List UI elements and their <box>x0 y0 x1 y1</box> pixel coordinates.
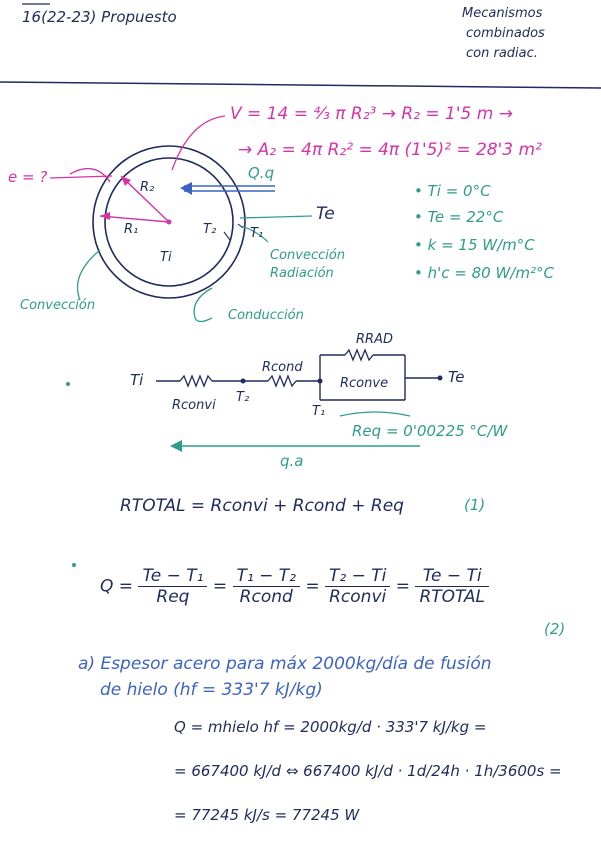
calc-line-3: = 77245 kJ/s = 77245 W <box>174 806 360 824</box>
eq2-f4-num: Te − Ti <box>422 566 482 586</box>
eq2-frac-3 <box>325 566 390 607</box>
area-eq: → A₂ = 4π R₂² = 4π (1'5)² = 28'3 m² <box>238 140 542 160</box>
convection-inner-label: Convección <box>20 298 96 313</box>
eq2-frac-4 <box>415 566 489 607</box>
eq2-f2-num: T₁ − T₂ <box>236 566 296 586</box>
convection-radiation-line2: Radiación <box>270 266 334 281</box>
circuit-r-convi: Rconvi <box>172 398 216 413</box>
te-label: Te <box>316 204 335 224</box>
eq2-f2-den: Rcond <box>233 586 300 607</box>
volume-eq: V = 14 = ⁴⁄₃ π R₂³ → R₂ = 1'5 m → <box>230 104 513 124</box>
r2-label: R₂ <box>140 180 155 195</box>
equation-1-number: (1) <box>464 496 486 514</box>
given-hc-text: h'c = 80 W/m²°C <box>427 264 554 282</box>
r1-label: R₁ <box>124 222 139 237</box>
part-a-line-1: a) Espesor acero para máx 2000kg/día de fusión <box>78 654 492 674</box>
calc-line-2: = 667400 kJ/d ⇔ 667400 kJ/d · 1d/24h · 1h/3600s = <box>174 762 562 780</box>
eq2-f3-num: T₂ − Ti <box>329 566 387 586</box>
given-ti-text: Ti = 0°C <box>427 182 491 200</box>
equation-2-number: (2) <box>544 620 566 638</box>
header-divider <box>0 82 601 88</box>
circuit-te: Te <box>448 368 465 386</box>
equation-2: Q = $\frac{\text{Te − T₁}}{\text{Req}}$ = $\frac{\text{T₁ − T₂}}{\text{Rcond}}$ = $\frac{\text{T₂ − Ti}}{\text{Rconvi}}$ = $\frac{Te - Ti}{\text{RTOTAL}}$ <box>100 566 489 607</box>
eq2-frac-2 <box>233 566 300 607</box>
circuit-r-conve: Rconve <box>340 376 389 391</box>
resistor-convi <box>180 376 212 386</box>
heat-flow-label: Q.q <box>248 164 275 182</box>
eq2-f4-den: RTOTAL <box>415 586 489 607</box>
equation-1: RTOTAL = Rconvi + Rcond + Req <box>120 496 404 516</box>
eq2-f1-den: Req <box>138 586 207 607</box>
part-a-line-2: de hielo (hf = 333'7 kJ/kg) <box>100 680 323 700</box>
circuit-r-cond: Rcond <box>262 360 303 375</box>
eq2-frac-1 <box>138 566 207 607</box>
resistor-rad <box>345 350 373 360</box>
given-te: • Te = 22°C <box>414 208 504 226</box>
t2-label: T₂ <box>203 222 217 237</box>
eq2-f1-num: Te − T₁ <box>142 566 204 586</box>
circuit-t1: T₁ <box>312 404 326 419</box>
circuit-r-rad: RRAD <box>356 332 393 347</box>
topic-line-3: con radiac. <box>466 46 538 61</box>
circuit-heat-label: q.a <box>280 452 304 470</box>
eq2-lhs: Q = <box>100 576 134 597</box>
convection-radiation-line1: Convección <box>270 248 346 263</box>
thickness-label: e = ? <box>8 168 48 186</box>
given-te-text: Te = 22°C <box>427 208 504 226</box>
req-value: Req = 0'00225 °C/W <box>352 422 508 440</box>
resistor-cond <box>268 376 296 386</box>
topic-line-2: combinados <box>466 26 545 41</box>
problem-id: 16(22-23) Propuesto <box>22 8 177 26</box>
circuit-t2: T₂ <box>236 390 250 405</box>
given-k: • k = 15 W/m°C <box>414 236 535 254</box>
eq2-f3-den: Rconvi <box>325 586 390 607</box>
t1-label: T₁ <box>250 226 264 241</box>
circuit-ti: Ti <box>130 371 144 389</box>
given-hc: • h'c = 80 W/m²°C <box>414 264 554 282</box>
given-k-text: k = 15 W/m°C <box>427 236 535 254</box>
ti-label: Ti <box>160 250 172 265</box>
calc-line-1: Q = mhielo hf = 2000kg/d · 333'7 kJ/kg = <box>174 718 487 736</box>
topic-line-1: Mecanismos <box>462 6 543 21</box>
conduction-label: Conducción <box>228 308 304 323</box>
given-ti: • Ti = 0°C <box>414 182 491 200</box>
